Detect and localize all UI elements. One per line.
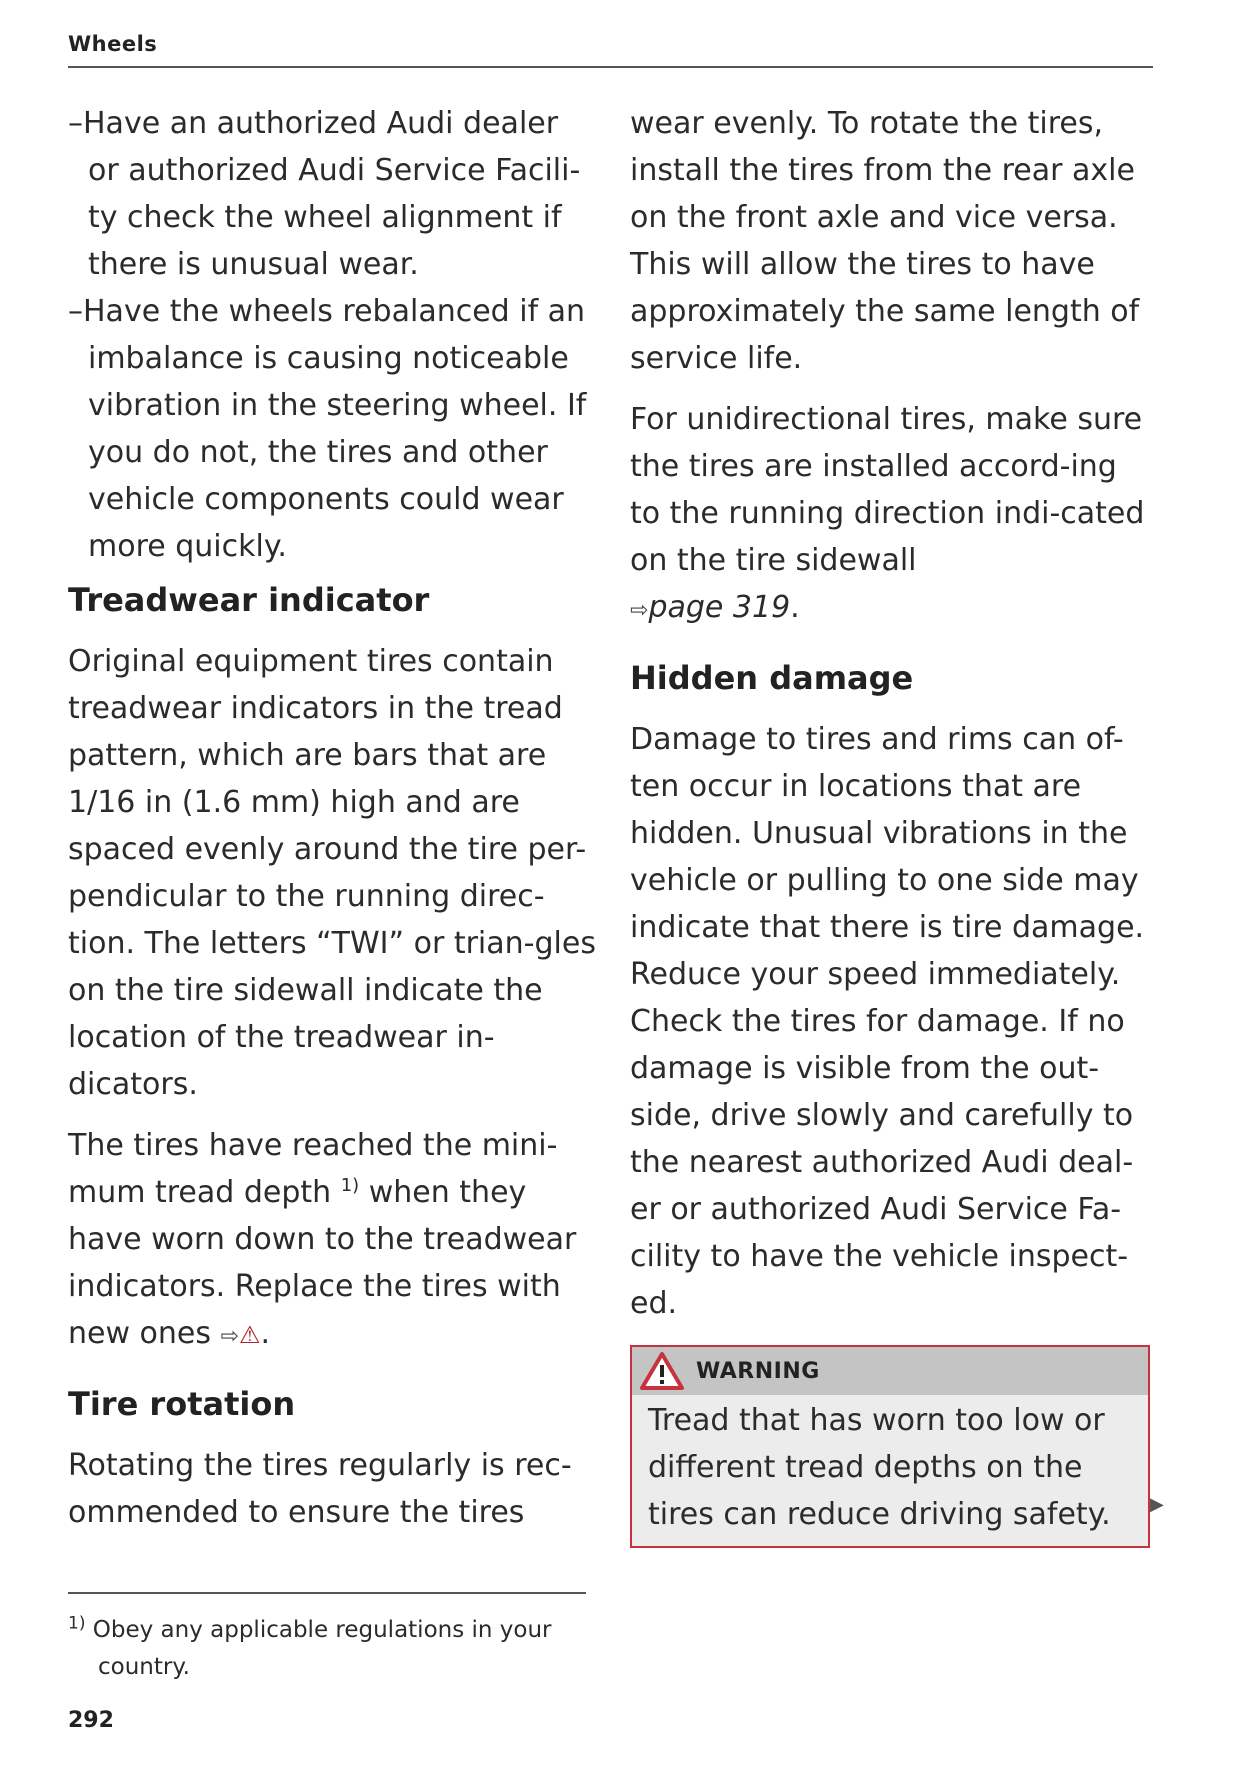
para-rotation-continued: wear evenly. To rotate the tires, install the tires from the rear axle on the front axle and vice versa. This will allow the tires to have approximately the same length of service life. xyxy=(630,106,1140,376)
para-unidirectional-text: For unidirectional tires, make sure the tires are installed accord-ing to the running direction indi-cated on the tire sidewall xyxy=(630,402,1145,578)
warning-text: Tread that has worn too low or different tread depths on the tires can reduce driving safety. xyxy=(648,1403,1111,1532)
warning-triangle-icon[interactable]: ⚠ xyxy=(238,1321,261,1349)
page-reference-link[interactable] xyxy=(630,590,790,625)
footnote-text: Obey any applicable regulations in your country. xyxy=(92,1617,552,1680)
para-tread-depth-part2: when they have worn down to the treadwear indicators. Replace the tires with new ones xyxy=(68,1175,577,1351)
page-reference-text: page 319 xyxy=(648,590,791,625)
para-rotation: Rotating the tires regularly is rec-ommended to ensure the tires xyxy=(68,1448,572,1530)
heading-tire-rotation: Tire rotation xyxy=(68,1385,296,1423)
heading-hidden-damage: Hidden damage xyxy=(630,659,914,697)
para-hidden-damage: Damage to tires and rims can of-ten occur in locations that are hidden. Unusual vibrations in the vehicle or pulling to one side may indicate that there is tire damage. Reduce your speed immediately. Check the tires for damage. If no damage is visible from the out-side, drive slowly and carefully to the nearest authorized Audi deal-er or authorized Audi Service Fa-cility to have the vehicle inspect-ed. xyxy=(630,722,1145,1321)
footnote xyxy=(68,1592,586,1686)
heading-treadwear-indicator: Treadwear indicator xyxy=(68,581,430,619)
para-unidirectional: For unidirectional tires, make sure the tires are installed accord-ing to the running direction indi-cated on the tire sidewall ⇨page 319. xyxy=(630,402,1145,625)
continue-arrow-icon: ▶ xyxy=(1150,1494,1164,1515)
left-column xyxy=(68,100,598,1550)
arrow-icon: ⇨ xyxy=(220,1324,239,1349)
bullet-alignment: –Have an authorized Audi dealer or authorized Audi Service Facili-ty check the wheel alignment if there is unusual wear. xyxy=(68,106,581,282)
warning-header xyxy=(632,1347,1148,1395)
arrow-icon: ⇨ xyxy=(630,598,649,623)
footnote-text-block xyxy=(68,1612,586,1686)
section-title: Wheels xyxy=(68,32,158,56)
bullet-rebalance: –Have the wheels rebalanced if an imbalance is causing noticeable vibration in the steering wheel. If you do not, the tires and other vehicle components could wear more quickly. xyxy=(68,294,587,564)
warning-triangle-icon xyxy=(640,1351,684,1391)
right-column xyxy=(630,100,1150,1548)
para-treadwear: Original equipment tires contain treadwear indicators in the tread pattern, which are bars that are 1/16 in (1.6 mm) high and are spaced evenly around the tire per-pendicular to the running direc-tion. The letters “TWI” or trian-gles on the tire sidewall indicate the location of the treadwear in-dicators. xyxy=(68,644,596,1102)
footnote-mark: 1) xyxy=(68,1613,86,1634)
page-number: 292 xyxy=(68,1708,114,1733)
warning-label: WARNING xyxy=(696,1358,820,1384)
warning-box xyxy=(630,1345,1150,1548)
footnote-reference[interactable]: 1) xyxy=(340,1175,360,1196)
para-tread-depth-part1: The tires have reached the mini-mum tread depth xyxy=(68,1128,558,1210)
para-tread-depth: The tires have reached the mini-mum tread depth $^{1)}$ when they have worn down to the treadwear indicators. Replace the tires with new ones ⇨⚠. xyxy=(68,1128,577,1351)
page-header xyxy=(68,32,1153,68)
